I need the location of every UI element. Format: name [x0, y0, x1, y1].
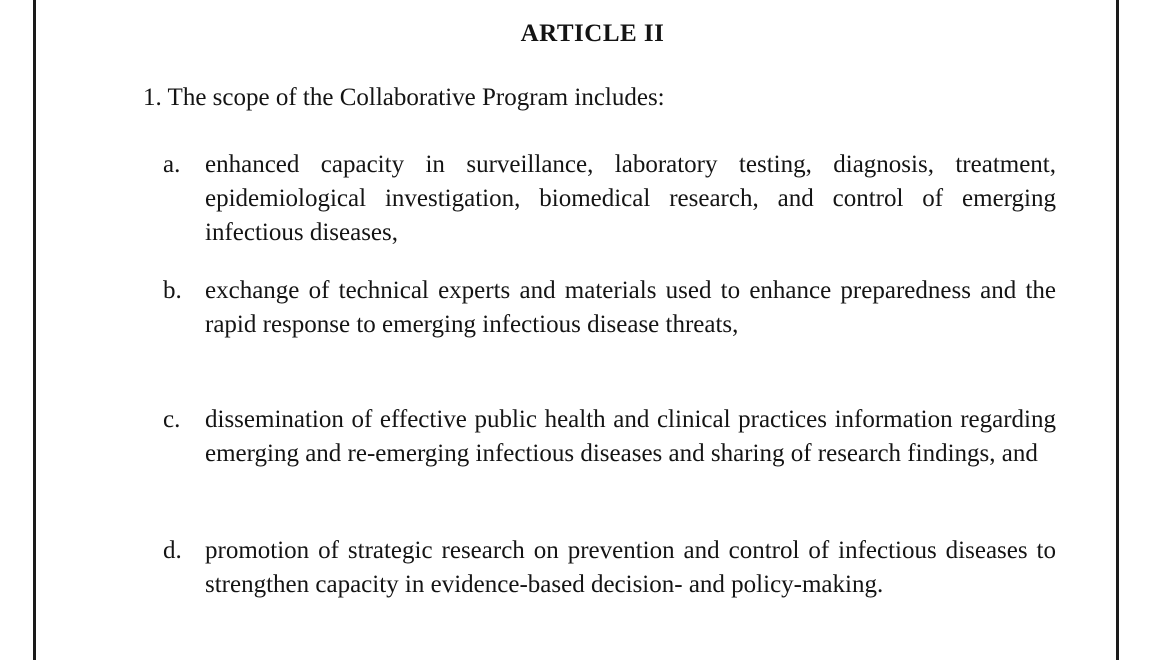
list-item-marker: a. [163, 151, 181, 178]
list-item-text: promotion of strategic research on prevention and control of infectious diseases to strengthen capacity in evidence-based decision- and policy-making. [205, 537, 1056, 598]
scope-intro: 1. The scope of the Collaborative Program includes: [143, 84, 665, 111]
list-item-marker: b. [163, 277, 182, 304]
list-item-text: dissemination of effective public health and clinical practices information regarding emerging and re-emerging infectious diseases and sharing of research findings, and [205, 406, 1056, 467]
page-border-right [1116, 0, 1119, 660]
list-item-text: enhanced capacity in surveillance, laboratory testing, diagnosis, treatment, epidemiological investigation, biomedical research, and control of emerging infectious diseases, [205, 151, 1056, 246]
list-item [163, 403, 1056, 471]
list-item-text: exchange of technical experts and materials used to enhance preparedness and the rapid response to emerging infectious disease threats, [205, 277, 1056, 338]
list-item [163, 534, 1056, 602]
list-item-marker: d. [163, 537, 182, 564]
list-item [163, 148, 1056, 250]
article-heading: ARTICLE II [520, 20, 665, 47]
page-border-left [33, 0, 36, 660]
list-item-marker: c. [163, 406, 181, 433]
list-item [163, 274, 1056, 342]
